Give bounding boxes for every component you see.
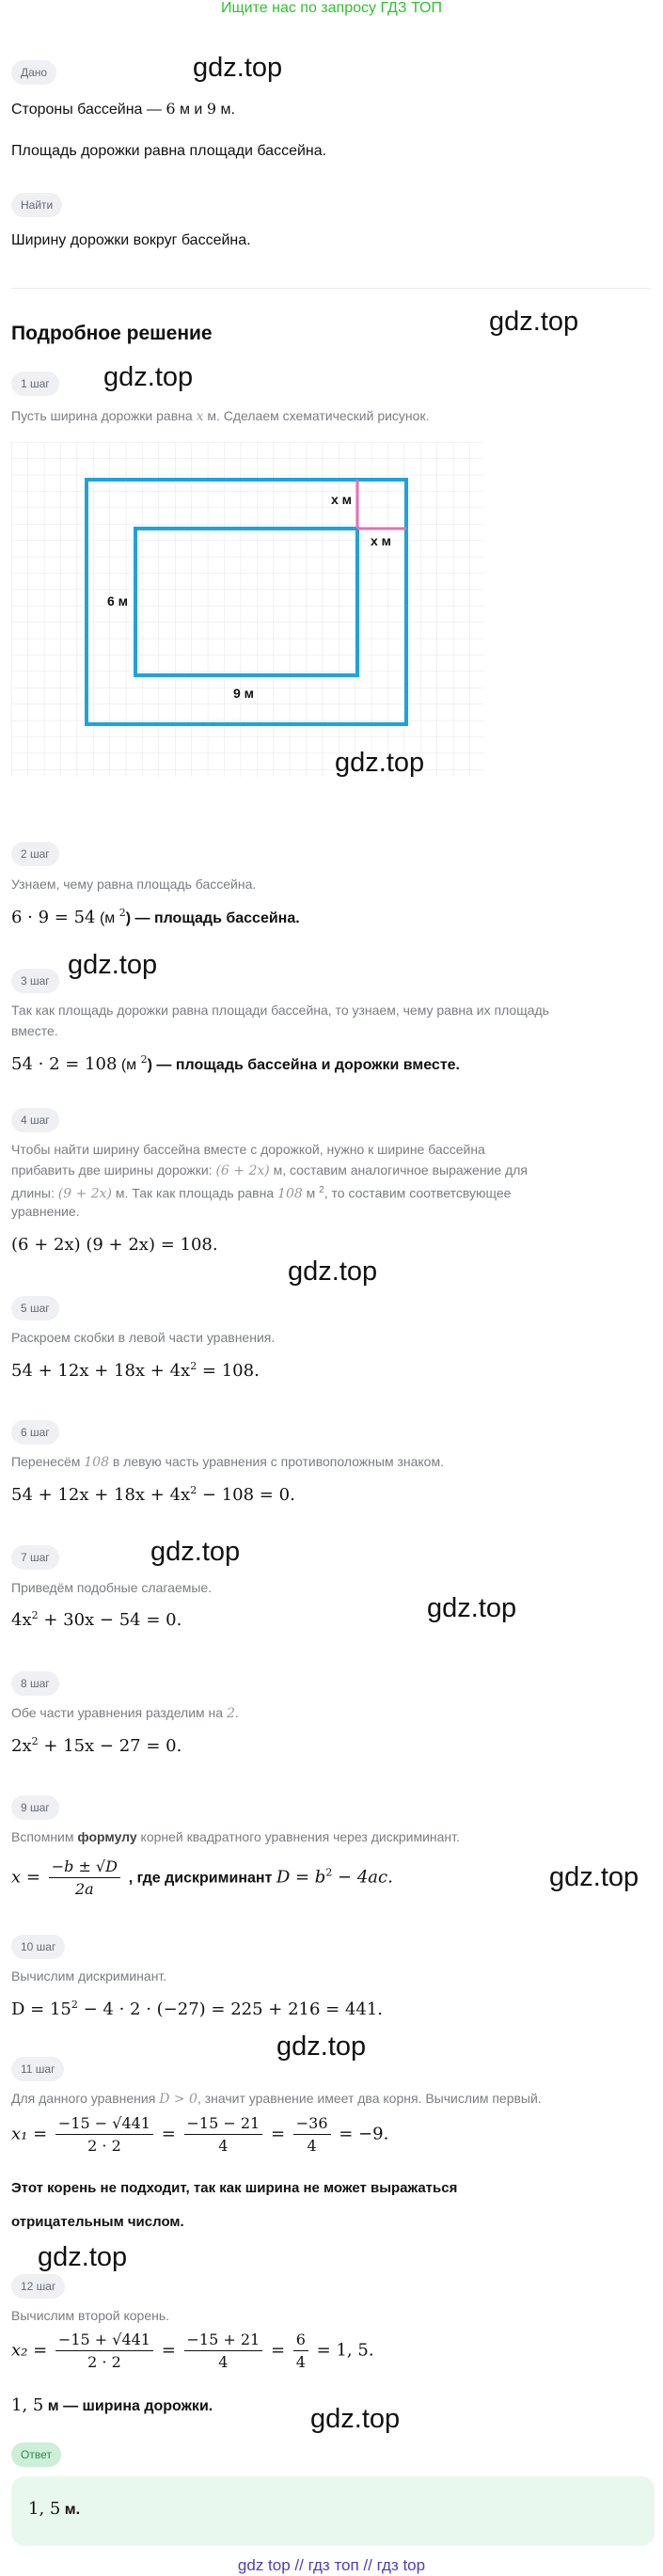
- answer-box: [11, 2476, 655, 2546]
- step-12-text: Вычислим второй корень.: [11, 2308, 170, 2323]
- step-2-math: 6 · 9 = 54 (м $^2$) — площадь бассейна.: [11, 907, 300, 927]
- watermark: gdz.top: [335, 748, 425, 778]
- step-4-math: (6 + 2x) (9 + 2x) = 108.: [11, 1235, 218, 1255]
- step-11-note-2: отрицательным числом.: [11, 2214, 184, 2230]
- watermark: gdz.top: [549, 1862, 639, 1892]
- step-5-text: Раскроем скобки в левой части уравнения.: [11, 1330, 276, 1345]
- watermark: gdz.top: [103, 362, 194, 392]
- given-area: Площадь дорожки равна площади бассейна.: [11, 143, 327, 159]
- footer-links[interactable]: gdz top // гдз топ // гдз top: [237, 2556, 426, 2574]
- step-6-math: $54 + 12x + 18x + 4x^2 - 108 = 0$.: [11, 1484, 295, 1505]
- step-7-text: Приведём подобные слагаемые.: [11, 1580, 213, 1595]
- step-12-math: x₂ = $\frac{-15 + √441}{2 \cdot 2}$ = $\frac{-15 + 21}{4}$ = $\frac{6}{4}$ = 1, 5.: [11, 2331, 374, 2371]
- step-3-text-2: вместе.: [11, 1023, 58, 1038]
- step-1-chip: 1 шаг: [11, 371, 59, 396]
- given-chip: Дано: [11, 60, 56, 85]
- find-chip: Найти: [11, 193, 62, 217]
- step-11-chip: 11 шаг: [11, 2057, 64, 2081]
- divider: [11, 288, 651, 289]
- step-4-text-1: Чтобы найти ширину бассейна вместе с дорожкой, нужно к ширине бассейна: [11, 1142, 485, 1157]
- step-10-chip: 10 шаг: [11, 1935, 65, 1959]
- step-12-result: 1, 5 м — ширина дорожки.: [11, 2395, 213, 2415]
- step-3-chip: 3 шаг: [11, 969, 59, 993]
- pool-diagram: [11, 442, 483, 777]
- step-4-text-4: уравнение.: [11, 1204, 80, 1219]
- step-11-math: x₁ = $\frac{-15 - √441}{2 \cdot 2}$ = $\frac{-15 - 21}{4}$ = $\frac{-36}{4}$ = −9.: [11, 2114, 389, 2155]
- find-text: Ширину дорожки вокруг бассейна.: [11, 232, 251, 248]
- step-11-text: Для данного уравнения D > 0, значит уравнение имеет два корня. Вычислим первый.: [11, 2091, 542, 2107]
- step-7-math: $4x^2 + 30x - 54 = 0$.: [11, 1609, 182, 1630]
- step-6-chip: 6 шаг: [11, 1420, 59, 1445]
- answer-chip: Ответ: [11, 2442, 61, 2467]
- step-9-chip: 9 шаг: [11, 1795, 59, 1820]
- step-5-math: $54 + 12x + 18x + 4x^2 = 108$.: [11, 1360, 260, 1381]
- step-3-text-1: Так как площадь дорожки равна площади бассейна, то узнаем, чему равна их площадь: [11, 1003, 549, 1018]
- answer-value: 1, 5 м.: [28, 2499, 81, 2519]
- label-side-9: 9 м: [233, 686, 255, 701]
- step-4-text-2: прибавить две ширины дорожки: (6 + 2x) м, составим аналогичное выражение для: [11, 1162, 528, 1178]
- label-x-horizontal: x м: [371, 533, 392, 548]
- step-10-text: Вычислим дискриминант.: [11, 1968, 167, 1983]
- watermark: gdz.top: [150, 1537, 241, 1567]
- step-8-text: Обе части уравнения разделим на 2.: [11, 1705, 239, 1721]
- step-4-chip: 4 шаг: [11, 1108, 59, 1132]
- step-6-text: Перенесём 108 в левую часть уравнения с противоположным знаком.: [11, 1454, 444, 1470]
- step-7-chip: 7 шаг: [11, 1545, 59, 1570]
- step-1-text: Пусть ширина дорожки равна x м. Сделаем схематический рисунок.: [11, 408, 430, 424]
- step-2-chip: 2 шаг: [11, 842, 59, 866]
- step-3-math: 54 · 2 = 108 (м $^2$) — площадь бассейна и дорожки вместе.: [11, 1053, 460, 1074]
- watermark: gdz.top: [489, 307, 579, 337]
- step-5-chip: 5 шаг: [11, 1296, 59, 1320]
- step-8-math: $2x^2 + 15x - 27 = 0$.: [11, 1735, 182, 1756]
- step-2-text: Узнаем, чему равна площадь бассейна.: [11, 877, 257, 892]
- step-12-chip: 12 шаг: [11, 2274, 65, 2299]
- label-x-vertical: x м: [331, 492, 353, 507]
- watermark: gdz.top: [276, 2031, 367, 2062]
- watermark: gdz.top: [193, 53, 283, 83]
- watermark: gdz.top: [38, 2242, 128, 2272]
- given-sides: Стороны бассейна — 6 м и 9 м.: [11, 100, 235, 118]
- solution-title: Подробное решение: [11, 323, 213, 344]
- root-formula-fraction: $\frac{-b \pm √D}{2a}$: [49, 1857, 120, 1898]
- step-9-math: x = $\frac{-b \pm √D}{2a}$ , где дискриминант $D = b^2 - 4ac$.: [11, 1857, 393, 1898]
- step-9-text: Вспомним формулу корней квадратного уравнения через дискриминант.: [11, 1829, 460, 1844]
- watermark: gdz.top: [288, 1256, 378, 1287]
- label-side-6: 6 м: [107, 593, 129, 608]
- step-10-math: $D = 15^2 - 4 \cdot 2 \cdot (-27) = 225 + 216 = 441$.: [11, 1999, 384, 2019]
- grid: [11, 442, 483, 777]
- watermark: gdz.top: [310, 2404, 401, 2434]
- watermark: gdz.top: [427, 1593, 517, 1623]
- step-11-note-1: Этот корень не подходит, так как ширина не может выражаться: [11, 2180, 458, 2196]
- top-link[interactable]: Ищите нас по запросу ГДЗ ТОП: [221, 0, 442, 16]
- step-4-text-3: длины: (9 + 2x) м. Так как площадь равна 108 м $^2$, то составим соответсвующее: [11, 1185, 512, 1202]
- watermark: gdz.top: [68, 950, 158, 980]
- step-8-chip: 8 шаг: [11, 1671, 59, 1696]
